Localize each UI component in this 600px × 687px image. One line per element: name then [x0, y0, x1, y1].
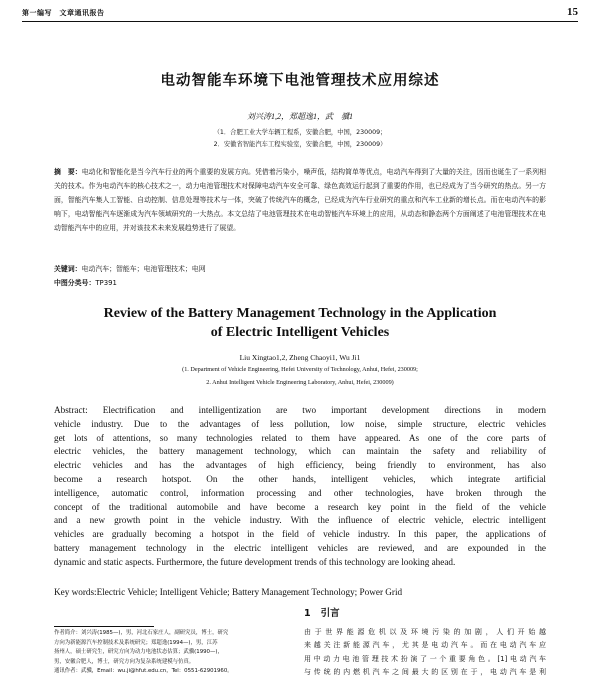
- authors-chinese: 刘兴涛1,2，郑超逸1，武 骥1: [247, 112, 353, 121]
- abstract-english-line: and a new growth point in the vehicle industry. With the influence of electric vehicle, electric intelligent: [54, 515, 546, 526]
- authors-english: Liu Xingtao1,2, Zheng Chaoyi1, Wu Ji1: [239, 353, 361, 362]
- abstract-chinese: [54, 165, 546, 235]
- footnote-line: 通讯作者：武骥，Email：wu.ji@hfut.edu.cn，Tel：0551-62901960。: [54, 668, 233, 675]
- footnote-line: 方向为新能源汽车控制技术及系统研究；郑超逸(1994—)，男，江苏: [54, 639, 218, 646]
- title-english-line-1: Review of the Battery Management Technology in the Application: [103, 306, 497, 321]
- abstract-english: [54, 404, 546, 570]
- keywords-english-label: Key words:: [54, 587, 97, 597]
- intro-line: 与传统的内燃机汽车之间最大的区别在于，电动汽车是利: [304, 667, 546, 676]
- keywords-english: [54, 587, 402, 597]
- keywords-english-text: Electric Vehicle; Intelligent Vehicle; Battery Management Technology; Power Grid: [96, 587, 403, 597]
- classification-label: 中图分类号：: [54, 279, 96, 287]
- section-heading-introduction: [304, 605, 340, 619]
- title-chinese: 电动智能车环境下电池管理技术应用综述: [160, 73, 440, 89]
- abstract-english-line: dynamic and static aspects. Furthermore, the future development trends of this technology are looking ahead.: [54, 556, 456, 567]
- classification-number: [54, 277, 117, 287]
- abstract-english-line: concept of the traditional automobile and have become a research key point in the field of the vehicle: [54, 501, 546, 512]
- abstract-english-line: vehicle industry. Due to the advantages of less pollution, low noise, simple structure, electric vehicles: [54, 418, 546, 429]
- keywords-chinese-text: 电动汽车；智能车；电池管理技术；电网: [81, 265, 206, 273]
- author-footnote: [54, 629, 290, 677]
- running-header: [22, 6, 578, 22]
- affiliation-chinese-2: 2．安徽省智能汽车工程实验室，安徽合肥，中国，230009）: [213, 141, 387, 148]
- footnote-rule: [54, 626, 154, 627]
- affiliation-english-1: (1. Department of Vehicle Engineering, Hefei University of Technology, Anhui, Hefei, 230009;: [182, 366, 418, 373]
- keywords-chinese: [54, 263, 206, 273]
- affiliation-chinese-1: （1．合肥工业大学车辆工程系，安徽合肥，中国，230009；: [213, 129, 387, 136]
- abstract-english-line: intelligence, automatic control, information processing and other technologies, have broken through the: [54, 487, 546, 498]
- abstract-english-line: vehicles are gradually becoming a hotspot in the field of vehicle industry. In this paper, the applications of: [54, 529, 546, 540]
- abstract-chinese-text: 电动化和智能化是当今汽车行业的两个重要的发展方向。凭借着污染小，噪声低，结构简单等优点，电动汽车得到了大量的关注，因而也诞生了一系列相关的技术。作为电动汽车的核心技术之一，动力电池管理技术对保障电动汽车安全可靠、绿色高效运行起到了重要的作用，也已经成为了当今研究的热点。另一方面，智能汽车集人工智能、自动控制、信息处理等技术与一体，突破了传统汽车的概念，已经成为汽车行业研究的重点和汽车工业新的增长点。而在电动汽车的影响下，电动智能汽车逐渐成为汽车领域研究的一大热点。本文总结了电池管理技术在电动智能汽车环境上的应用，从动态和静态两个方面阐述了电池管理技术在电动智能汽车中的应用，并对该技术未来发展趋势进行了展望。: [54, 168, 547, 232]
- title-english-line-2: of Electric Intelligent Vehicles: [210, 325, 390, 340]
- abstract-chinese-label: 摘 要：: [54, 168, 82, 176]
- abstract-english-line: get lots of attentions, so many technologies related to them have appeared. As one of the core parts of: [54, 432, 546, 443]
- header-rule: [22, 21, 578, 22]
- introduction-text: [304, 626, 546, 679]
- intro-line: 来越关注新能源汽车，尤其是电动汽车。而在电动汽车应: [304, 641, 546, 650]
- intro-line: 由于世界能源危机以及环境污染的加剧，人们开始越: [304, 628, 546, 636]
- abstract-english-line: electric vehicles, the battery management technology, which can maintain the safety and reliability of: [54, 446, 546, 457]
- footnote-line: 男，安徽合肥人，博士，研究方向为复杂系统建模与仿真。: [54, 658, 195, 665]
- page-number: 15: [567, 6, 578, 18]
- abstract-english-line: become a research hotspot. On the other hands, intelligent vehicles, which integrate artificial: [54, 473, 546, 484]
- classification-value: TP391: [95, 279, 117, 287]
- footnote-line: 作者简介：刘兴涛(1985—)，男，河北石家庄人，副研究员，博士，研究: [54, 630, 229, 636]
- abstract-english-line: Abstract: Electrification and intelligentization are two important development directions in modern: [54, 405, 546, 415]
- abstract-english-line: battery management technology in the electric intelligent vehicles are reviewed, and are expounded in the: [54, 542, 546, 553]
- section-title: 引言: [320, 608, 340, 619]
- section-number: 1: [304, 608, 311, 619]
- abstract-english-line: electric vehicles and has the advantages of high efficiency, being friendly to environment, has also: [54, 460, 546, 471]
- footnote-line: 扬州人，硕士研究生，研究方向为动力电池状态估算；武骥(1990—)，: [54, 649, 223, 656]
- keywords-chinese-label: 关键词：: [54, 265, 82, 273]
- running-header-section: 第一编写 文章通讯报告: [22, 9, 105, 17]
- intro-line: 用中动力电池管理技术扮演了一个重要角色。[1]电动汽车: [304, 654, 546, 663]
- abstract-english-label: Abstract:: [54, 405, 88, 415]
- affiliation-english-2: 2. Anhui Intelligent Vehicle Engineering Laboratory, Anhui, Hefei, 230009): [206, 379, 394, 386]
